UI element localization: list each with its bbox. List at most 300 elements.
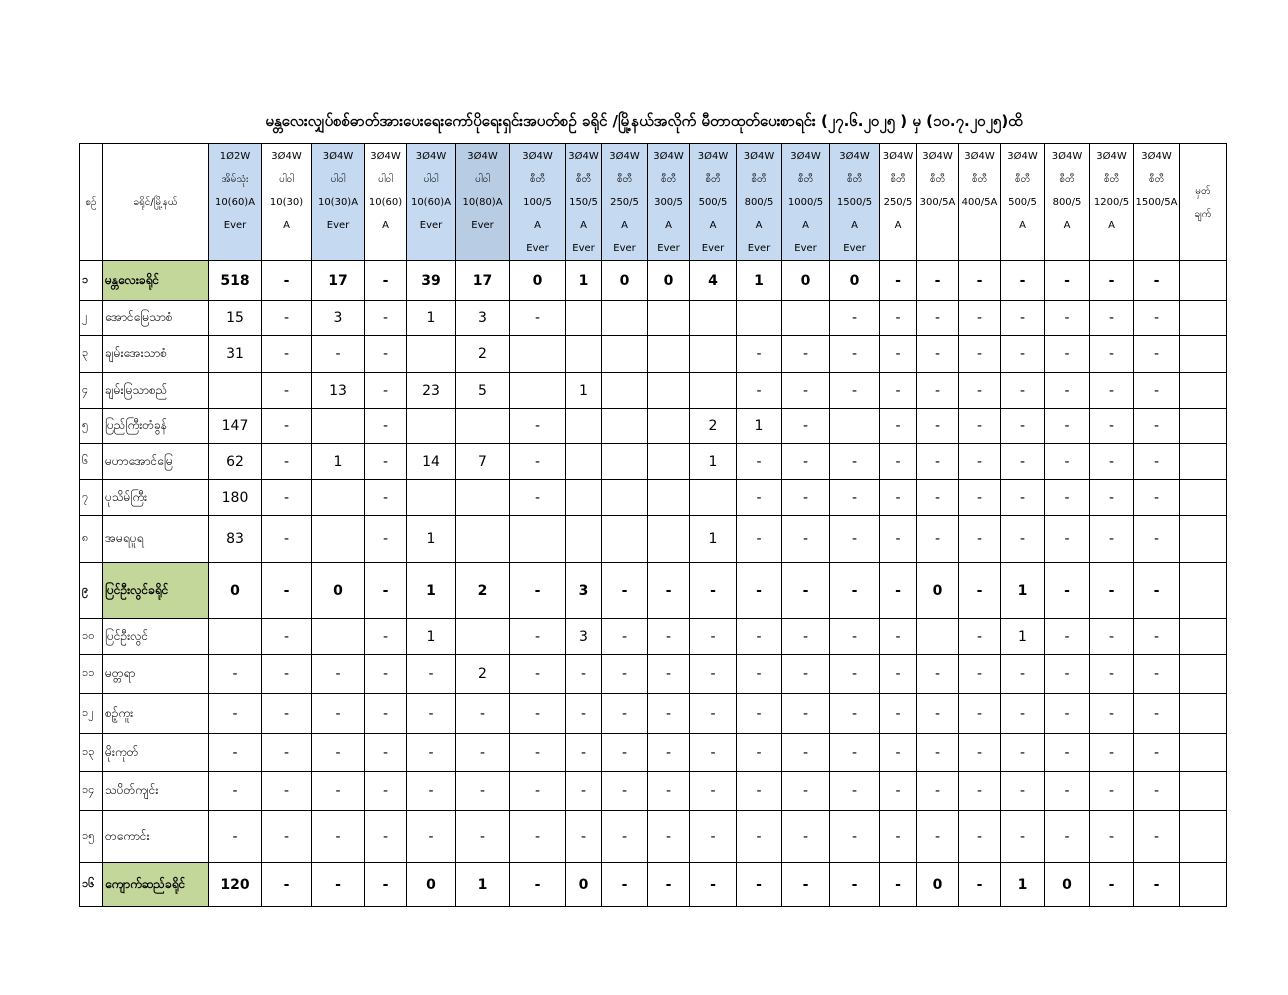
meter-count-cell: - xyxy=(510,444,566,480)
meter-count-cell: - xyxy=(1090,655,1134,694)
header-meter-line: စီတီ xyxy=(797,174,814,185)
meter-count-cell: - xyxy=(209,694,262,734)
meter-count-cell: 2 xyxy=(456,655,510,694)
meter-count-cell: - xyxy=(1090,516,1134,563)
meter-count-cell: - xyxy=(830,772,880,811)
meter-count-cell: - xyxy=(262,619,312,655)
meter-count-cell: - xyxy=(782,409,830,444)
meter-count-cell: - xyxy=(782,336,830,373)
meter-count-cell xyxy=(566,336,602,373)
header-district-label: ခရိုင်/မြို့နယ် xyxy=(133,197,178,208)
meter-count-cell: - xyxy=(959,811,1001,863)
meter-count-cell: - xyxy=(737,772,782,811)
header-meter-line: ပါဝါ xyxy=(279,174,294,185)
meter-count-cell: - xyxy=(365,261,407,301)
meter-count-cell: - xyxy=(959,444,1001,480)
meter-count-cell: - xyxy=(917,301,959,336)
meter-count-cell: - xyxy=(262,373,312,409)
meter-count-cell: - xyxy=(566,811,602,863)
meter-count-cell xyxy=(737,301,782,336)
meter-count-cell xyxy=(690,336,737,373)
meter-count-cell: 0 xyxy=(830,261,880,301)
meter-count-cell: - xyxy=(1090,301,1134,336)
meter-count-cell: - xyxy=(1134,734,1180,772)
header-meter-type xyxy=(1045,144,1090,261)
meter-count-cell: - xyxy=(510,863,566,907)
meter-count-cell xyxy=(602,480,648,516)
row-serial-no: ၉ xyxy=(80,563,103,619)
meter-count-cell: - xyxy=(262,863,312,907)
meter-count-cell: - xyxy=(566,655,602,694)
meter-count-cell xyxy=(648,516,690,563)
header-meter-line: 3Ø4W xyxy=(697,151,729,162)
meter-count-cell: - xyxy=(365,811,407,863)
header-meter-line: 3Ø4W xyxy=(415,151,447,162)
meter-count-cell: - xyxy=(959,516,1001,563)
township-row xyxy=(80,619,1227,655)
header-meter-line: 10(30)A xyxy=(317,197,359,208)
meter-count-cell: - xyxy=(690,811,737,863)
header-meter-type xyxy=(365,144,407,261)
header-meter-line: 1500/5 xyxy=(836,197,873,208)
header-meter-line: 300/5A xyxy=(919,197,956,208)
meter-count-cell: - xyxy=(1001,480,1045,516)
meter-count-cell: - xyxy=(262,480,312,516)
meter-count-cell: - xyxy=(1001,811,1045,863)
meter-count-cell: 518 xyxy=(209,261,262,301)
meter-count-cell: - xyxy=(880,563,917,619)
meter-count-cell xyxy=(407,336,456,373)
row-district-name: ချမ်းအေးသာစံ xyxy=(103,336,209,373)
header-meter-line: 1500/5A xyxy=(1135,197,1178,208)
remarks-cell xyxy=(1180,373,1227,409)
header-meter-line: 3Ø4W xyxy=(609,151,640,162)
header-meter-line: Ever xyxy=(326,220,350,231)
header-meter-line: စီတီ xyxy=(705,174,721,185)
row-serial-no: ၁၆ xyxy=(80,863,103,907)
remarks-cell xyxy=(1180,863,1227,907)
meter-count-cell: - xyxy=(782,444,830,480)
meter-count-cell: - xyxy=(262,336,312,373)
header-meter-line: 500/5 xyxy=(698,197,728,208)
meter-count-cell: - xyxy=(737,516,782,563)
meter-count-cell: - xyxy=(880,444,917,480)
meter-count-cell: 1 xyxy=(407,301,456,336)
meter-count-cell: - xyxy=(782,811,830,863)
meter-count-cell: - xyxy=(737,619,782,655)
header-meter-line: 3Ø4W xyxy=(1051,151,1083,162)
meter-count-cell: - xyxy=(830,863,880,907)
row-district-name: ပြင်ဦးလွင် xyxy=(103,619,209,655)
meter-count-cell: - xyxy=(1001,516,1045,563)
header-meter-line: 3Ø4W xyxy=(743,151,775,162)
header-meter-line: 250/5 xyxy=(610,197,639,208)
meter-count-cell: - xyxy=(782,516,830,563)
township-row xyxy=(80,409,1227,444)
meter-count-cell xyxy=(690,480,737,516)
header-meter-line: 3Ø4W xyxy=(322,151,354,162)
meter-count-cell: - xyxy=(648,563,690,619)
remarks-cell xyxy=(1180,563,1227,619)
meter-count-cell: - xyxy=(959,694,1001,734)
meter-count-cell: - xyxy=(1045,480,1090,516)
meter-count-cell: - xyxy=(1001,373,1045,409)
header-meter-type xyxy=(690,144,737,261)
meter-count-cell: - xyxy=(782,734,830,772)
meter-count-cell: 0 xyxy=(566,863,602,907)
meter-count-cell: 1 xyxy=(1001,563,1045,619)
meter-count-cell: 3 xyxy=(566,563,602,619)
header-meter-line: 3Ø4W xyxy=(882,151,914,162)
meter-count-cell: - xyxy=(407,811,456,863)
header-meter-line: Ever xyxy=(701,243,725,254)
meter-count-cell: - xyxy=(1134,373,1180,409)
meter-count-cell xyxy=(566,444,602,480)
meter-count-cell: - xyxy=(959,734,1001,772)
meter-count-cell: 17 xyxy=(456,261,510,301)
meter-count-cell xyxy=(510,516,566,563)
header-meter-line: Ever xyxy=(794,243,817,254)
meter-count-cell xyxy=(602,373,648,409)
header-meter-line: 3Ø4W xyxy=(964,151,995,162)
meter-count-cell: - xyxy=(1045,516,1090,563)
township-row xyxy=(80,811,1227,863)
meter-count-cell: 0 xyxy=(917,863,959,907)
header-meter-line: 3Ø4W xyxy=(568,151,599,162)
header-meter-line: စီတီ xyxy=(890,174,906,185)
row-district-name: ပြင်ဦးလွင်ခရိုင် xyxy=(103,563,209,619)
district-total-row xyxy=(80,261,1227,301)
meter-count-cell xyxy=(312,409,365,444)
header-meter-line: စီတီ xyxy=(1103,174,1120,185)
meter-count-cell: 1 xyxy=(1001,619,1045,655)
row-district-name: စဉ့်ကူး xyxy=(103,694,209,734)
meter-count-cell: - xyxy=(407,734,456,772)
meter-count-cell: - xyxy=(880,863,917,907)
header-meter-line: စီတီ xyxy=(616,174,633,185)
meter-count-cell: - xyxy=(602,619,648,655)
header-meter-line: A xyxy=(621,220,628,231)
meter-count-cell: - xyxy=(917,734,959,772)
header-meter-type xyxy=(1001,144,1045,261)
header-meter-line: Ever xyxy=(843,243,866,254)
header-meter-line: 1200/5 xyxy=(1093,197,1130,208)
meter-count-cell: - xyxy=(262,261,312,301)
meter-count-cell: - xyxy=(1001,772,1045,811)
header-meter-line: Ever xyxy=(419,220,443,231)
meter-count-cell: 1 xyxy=(690,516,737,563)
meter-count-cell: 0 xyxy=(602,261,648,301)
row-serial-no: ၁၅ xyxy=(80,811,103,863)
remarks-cell xyxy=(1180,480,1227,516)
meter-count-cell: 1 xyxy=(407,619,456,655)
meter-count-cell: 39 xyxy=(407,261,456,301)
meter-count-cell: - xyxy=(880,261,917,301)
meter-count-cell: 0 xyxy=(648,261,690,301)
header-meter-line: Ever xyxy=(471,220,494,231)
meter-count-cell: - xyxy=(1090,863,1134,907)
meter-count-cell: 3 xyxy=(566,619,602,655)
remarks-cell xyxy=(1180,516,1227,563)
meter-count-cell: - xyxy=(1134,444,1180,480)
meter-count-cell: - xyxy=(456,694,510,734)
meter-count-cell: - xyxy=(782,694,830,734)
meter-count-cell: - xyxy=(737,694,782,734)
meter-count-cell: - xyxy=(830,563,880,619)
meter-count-cell: - xyxy=(365,655,407,694)
remarks-cell xyxy=(1180,619,1227,655)
header-meter-line: စီတီ xyxy=(846,174,863,185)
header-meter-line: 10(60) xyxy=(368,197,403,208)
row-district-name: ကျောက်ဆည်ခရိုင် xyxy=(103,863,209,907)
row-district-name: မိုးကုတ် xyxy=(103,734,209,772)
header-meter-line: အိမ်သုံး xyxy=(221,174,249,185)
header-meter-line: 3Ø4W xyxy=(370,151,401,162)
meter-count-cell: - xyxy=(917,409,959,444)
meter-count-cell: - xyxy=(1134,563,1180,619)
meter-count-cell: - xyxy=(1045,409,1090,444)
meter-count-cell: - xyxy=(1090,480,1134,516)
meter-count-cell xyxy=(456,409,510,444)
meter-count-cell xyxy=(312,480,365,516)
meter-count-cell: - xyxy=(648,772,690,811)
header-meter-type xyxy=(917,144,959,261)
meter-count-cell: 23 xyxy=(407,373,456,409)
meter-count-cell: - xyxy=(648,811,690,863)
meter-count-cell: - xyxy=(959,409,1001,444)
row-serial-no: ၇ xyxy=(80,480,103,516)
meter-count-cell: - xyxy=(782,373,830,409)
header-meter-line: A xyxy=(534,220,541,231)
meter-count-cell: 1 xyxy=(737,261,782,301)
meter-count-cell: 1 xyxy=(407,563,456,619)
header-meter-line: 500/5 xyxy=(1008,197,1037,208)
meter-count-cell: - xyxy=(262,409,312,444)
header-meter-type xyxy=(566,144,602,261)
row-serial-no: ၁၃ xyxy=(80,734,103,772)
meter-count-cell: - xyxy=(830,444,880,480)
district-total-row xyxy=(80,863,1227,907)
meter-count-cell: - xyxy=(737,563,782,619)
meter-count-cell: - xyxy=(1134,811,1180,863)
header-meter-line: ပါဝါ xyxy=(475,174,490,185)
meter-count-cell xyxy=(510,336,566,373)
meter-count-cell: - xyxy=(830,694,880,734)
meter-count-cell: - xyxy=(830,516,880,563)
meter-count-cell: 0 xyxy=(782,261,830,301)
meter-count-cell: - xyxy=(917,373,959,409)
remarks-cell xyxy=(1180,655,1227,694)
meter-count-cell xyxy=(602,336,648,373)
meter-count-cell: - xyxy=(690,863,737,907)
header-meter-type xyxy=(312,144,365,261)
meter-count-cell xyxy=(690,373,737,409)
meter-count-cell: - xyxy=(737,734,782,772)
meter-count-cell: - xyxy=(880,694,917,734)
meter-count-cell: 0 xyxy=(510,261,566,301)
meter-count-cell: 0 xyxy=(407,863,456,907)
meter-count-cell: - xyxy=(648,734,690,772)
meter-count-cell: - xyxy=(880,811,917,863)
remarks-cell xyxy=(1180,444,1227,480)
row-district-name: အမရပူရ xyxy=(103,516,209,563)
meter-count-cell: - xyxy=(365,734,407,772)
header-meter-line: 10(60)A xyxy=(214,197,256,208)
header-meter-line: A xyxy=(382,220,389,231)
meter-count-cell: - xyxy=(312,811,365,863)
header-meter-line: 3Ø4W xyxy=(1096,151,1127,162)
header-meter-line: 3Ø4W xyxy=(1007,151,1038,162)
meter-count-cell: - xyxy=(737,811,782,863)
header-meter-type xyxy=(880,144,917,261)
meter-count-cell: 7 xyxy=(456,444,510,480)
meter-count-cell xyxy=(312,619,365,655)
meter-count-cell: - xyxy=(782,563,830,619)
header-meter-line: 3Ø4W xyxy=(790,151,821,162)
meter-count-cell: - xyxy=(312,772,365,811)
meter-count-cell: - xyxy=(1001,444,1045,480)
meter-count-cell xyxy=(648,409,690,444)
header-meter-line: A xyxy=(1063,220,1071,231)
meter-count-cell: - xyxy=(959,373,1001,409)
header-meter-line: 100/5 xyxy=(523,197,552,208)
meter-count-cell: - xyxy=(737,336,782,373)
meter-count-cell xyxy=(312,516,365,563)
header-meter-line: ပါဝါ xyxy=(330,174,346,185)
remarks-cell xyxy=(1180,734,1227,772)
meter-count-cell: - xyxy=(830,811,880,863)
row-serial-no: ၁၄ xyxy=(80,772,103,811)
meter-count-cell: - xyxy=(312,734,365,772)
meter-count-cell xyxy=(648,301,690,336)
meter-count-cell: - xyxy=(510,734,566,772)
header-meter-type xyxy=(648,144,690,261)
meter-count-cell: 0 xyxy=(1045,863,1090,907)
district-total-row xyxy=(80,563,1227,619)
meter-count-cell: - xyxy=(1090,336,1134,373)
header-meter-line: 3Ø4W xyxy=(653,151,684,162)
meter-count-cell: - xyxy=(510,301,566,336)
meter-count-cell: - xyxy=(690,563,737,619)
meter-count-cell: 0 xyxy=(312,563,365,619)
meter-count-cell: 2 xyxy=(456,563,510,619)
header-serial-label: စဉ် xyxy=(85,197,97,208)
header-meter-line: စီတီ xyxy=(1059,174,1075,185)
meter-count-cell: - xyxy=(830,655,880,694)
meter-count-cell: - xyxy=(1045,301,1090,336)
meter-count-cell: 0 xyxy=(209,563,262,619)
meter-count-cell xyxy=(917,619,959,655)
meter-count-cell xyxy=(690,301,737,336)
meter-count-cell: - xyxy=(456,772,510,811)
meter-count-cell: 0 xyxy=(917,563,959,619)
meter-count-cell: - xyxy=(690,772,737,811)
meter-count-cell: - xyxy=(917,655,959,694)
header-meter-line: A xyxy=(665,220,672,231)
meter-count-cell: - xyxy=(959,863,1001,907)
meter-count-cell: 15 xyxy=(209,301,262,336)
remarks-cell xyxy=(1180,301,1227,336)
meter-count-cell xyxy=(209,619,262,655)
meter-count-cell: - xyxy=(365,694,407,734)
header-meter-line: A xyxy=(802,220,809,231)
header-meter-line: 800/5 xyxy=(744,197,774,208)
meter-count-cell: - xyxy=(782,619,830,655)
header-meter-line: Ever xyxy=(657,243,680,254)
meter-count-cell: - xyxy=(959,301,1001,336)
meter-count-cell xyxy=(602,301,648,336)
township-row xyxy=(80,480,1227,516)
meter-count-cell: - xyxy=(830,619,880,655)
remarks-cell xyxy=(1180,261,1227,301)
meter-count-cell: - xyxy=(782,772,830,811)
meter-count-cell: - xyxy=(1001,261,1045,301)
header-meter-line: 400/5A xyxy=(961,197,998,208)
meter-count-cell: - xyxy=(566,772,602,811)
header-meter-line: 3Ø4W xyxy=(522,151,553,162)
meter-count-cell: - xyxy=(510,619,566,655)
meter-count-cell: - xyxy=(510,655,566,694)
meter-count-cell: - xyxy=(959,655,1001,694)
meter-count-cell: - xyxy=(602,563,648,619)
meter-count-cell: - xyxy=(1001,655,1045,694)
meter-count-cell: - xyxy=(1045,619,1090,655)
meter-count-cell: - xyxy=(959,772,1001,811)
meter-count-cell: 3 xyxy=(312,301,365,336)
meter-count-cell xyxy=(602,444,648,480)
header-meter-line: 3Ø4W xyxy=(839,151,870,162)
meter-count-cell: - xyxy=(959,261,1001,301)
township-row xyxy=(80,336,1227,373)
meter-count-cell: - xyxy=(880,516,917,563)
header-meter-type xyxy=(737,144,782,261)
meter-count-cell: - xyxy=(1045,811,1090,863)
header-meter-type xyxy=(1090,144,1134,261)
row-district-name: မဟာအောင်မြေ xyxy=(103,444,209,480)
meter-count-cell: - xyxy=(1134,655,1180,694)
meter-count-cell: - xyxy=(262,811,312,863)
meter-count-cell: - xyxy=(1045,261,1090,301)
meter-count-cell: 1 xyxy=(566,373,602,409)
meter-count-cell: - xyxy=(737,863,782,907)
meter-count-cell: - xyxy=(690,619,737,655)
header-meter-line: စီတီ xyxy=(971,174,988,185)
meter-count-cell: 31 xyxy=(209,336,262,373)
meter-count-cell: - xyxy=(648,863,690,907)
meter-count-cell: - xyxy=(209,655,262,694)
meter-count-cell: - xyxy=(648,694,690,734)
meter-count-cell: - xyxy=(407,694,456,734)
header-district-township xyxy=(103,144,209,261)
meter-count-cell: - xyxy=(365,373,407,409)
meter-count-cell: - xyxy=(209,734,262,772)
meter-count-cell: - xyxy=(602,734,648,772)
row-district-name: မန္တလေးခရိုင် xyxy=(103,261,209,301)
meter-issue-table xyxy=(79,143,1227,907)
meter-count-cell: 14 xyxy=(407,444,456,480)
meter-count-cell: - xyxy=(737,480,782,516)
meter-count-cell: - xyxy=(602,772,648,811)
row-serial-no: ၃ xyxy=(80,336,103,373)
header-meter-line: ပါဝါ xyxy=(423,174,439,185)
header-meter-line: 3Ø4W xyxy=(922,151,953,162)
meter-count-cell: - xyxy=(880,409,917,444)
meter-count-cell: - xyxy=(510,409,566,444)
row-serial-no: ၂ xyxy=(80,301,103,336)
meter-count-cell: - xyxy=(1045,373,1090,409)
meter-count-cell: - xyxy=(1134,409,1180,444)
meter-count-cell: - xyxy=(365,563,407,619)
